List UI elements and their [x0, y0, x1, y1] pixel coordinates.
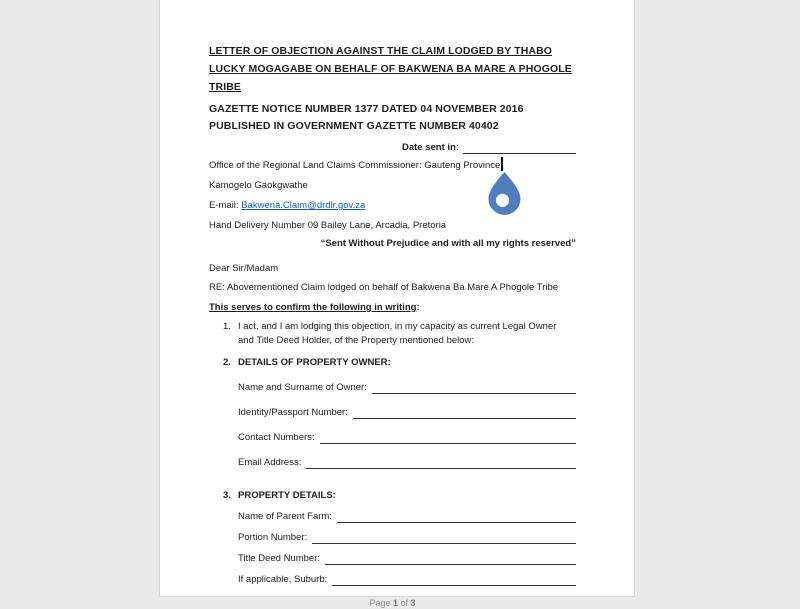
gazette-notice-heading: GAZETTE NOTICE NUMBER 1377 DATED 04 NOVEMBER 2016 PUBLISHED IN GOVERNMENT GAZETTE NUMBER 40402: [209, 103, 524, 132]
text-selection-handle-icon[interactable]: [488, 172, 521, 216]
text-cursor-anchor: [500, 159, 502, 171]
field-title-deed-number-label: Title Deed Number:: [238, 553, 321, 564]
field-parent-farm-label: Name of Parent Farm:: [238, 511, 332, 522]
document-page: [159, 0, 635, 608]
section-property-owner: [209, 356, 576, 469]
field-parent-farm: [238, 510, 576, 523]
field-suburb: [238, 573, 576, 586]
salutation-line: Dear Sir/Madam: [209, 263, 279, 274]
field-suburb-blank: [332, 574, 576, 586]
field-parent-farm-blank: [337, 511, 576, 523]
section-2-heading-text: DETAILS OF PROPERTY OWNER:: [238, 357, 391, 368]
document-title: LETTER OF OBJECTION AGAINST THE CLAIM LODGED BY THABO LUCKY MOGAGABE ON BEHALF OF BAKWENA BA MARE A PHOGOLE TRIBE: [209, 45, 572, 93]
field-portion-number: [238, 531, 576, 544]
footer-current-page: 1: [392, 598, 398, 608]
contact-name-line: Kamogelo Gaokgwathe: [209, 180, 308, 191]
field-title-deed-number-blank: [325, 553, 576, 565]
email-label: E-mail:: [209, 200, 242, 211]
list-number-3: 3.: [223, 490, 231, 501]
field-owner-name-blank: [372, 382, 576, 394]
hand-delivery-line: Hand Delivery Number 09 Bailey Lane, Arcadia, Pretoria: [209, 220, 447, 231]
field-suburb-label: If applicable, Suburb:: [238, 574, 328, 585]
list-text-1: I act, and I am lodging this objection, in my capacity as current Legal Owner and Title Deed Holder, of the Property mentioned below:: [238, 321, 557, 346]
field-contact-numbers-label: Contact Numbers:: [238, 432, 315, 443]
confirm-heading: [209, 301, 576, 314]
section-property-details: [209, 489, 576, 586]
field-owner-name-label: Name and Surname of Owner:: [238, 382, 367, 393]
list-item-1: [223, 320, 576, 348]
without-prejudice-note: “Sent Without Prejudice and with all my rights reserved”: [320, 238, 576, 249]
footer-page-word: Page: [369, 598, 393, 608]
date-sent-label: Date sent in:: [401, 142, 459, 153]
field-title-deed-number: [238, 552, 576, 565]
section-2-heading: [223, 356, 576, 369]
office-address-line: [209, 159, 576, 172]
date-sent-row: [209, 138, 576, 154]
page-number-footer: [209, 597, 576, 609]
field-portion-number-blank: [312, 532, 576, 544]
field-email-address-blank: [306, 457, 576, 469]
field-email-address: [238, 456, 576, 469]
section-3-heading: [223, 489, 576, 502]
confirm-heading-colon: :: [416, 302, 420, 313]
re-subject-line: RE: Abovementioned Claim lodged on behalf of Bakwena Ba Mare A Phogole Tribe: [209, 282, 559, 293]
confirm-heading-text: This serves to confirm the following in writing: [209, 302, 417, 313]
field-contact-numbers: [238, 431, 576, 444]
footer-of-word: of: [398, 598, 411, 608]
field-portion-number-label: Portion Number:: [238, 532, 308, 543]
office-address-text: Office of the Regional Land Claims Commissioner: Gauteng Province: [209, 160, 501, 171]
field-owner-name: [238, 381, 576, 394]
section-3-heading-text: PROPERTY DETAILS:: [238, 490, 336, 501]
field-email-address-label: Email Address:: [238, 457, 302, 468]
list-number-1: 1.: [223, 321, 231, 332]
date-sent-blank-line: [463, 142, 576, 154]
field-identity-number-blank: [353, 407, 576, 419]
list-number-2: 2.: [223, 357, 231, 368]
footer-total-pages: 3: [410, 598, 416, 608]
text-caret: [501, 157, 503, 171]
field-identity-number-label: Identity/Passport Number:: [238, 407, 348, 418]
field-identity-number: [238, 406, 576, 419]
field-contact-numbers-blank: [320, 432, 576, 444]
email-hyperlink[interactable]: Bakwena.Claim@drdlr.gov.za: [241, 200, 366, 211]
